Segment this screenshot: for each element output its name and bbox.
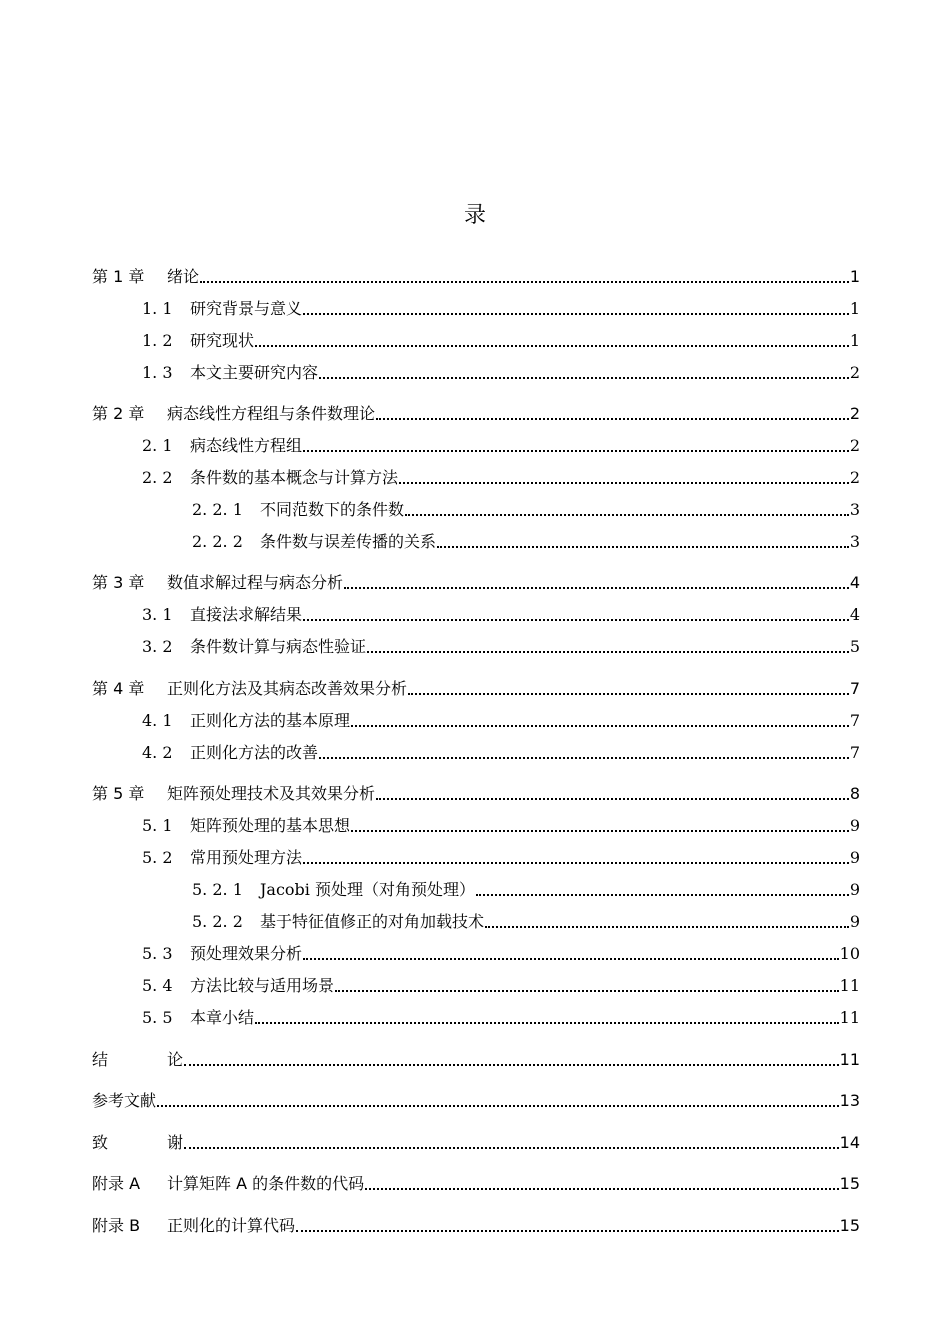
toc-entry-title: 正则化方法的基本原理 xyxy=(190,711,351,730)
toc-entry-number: 2. 1 xyxy=(142,436,173,455)
toc-entry-page-number: 5 xyxy=(849,637,860,656)
toc-entry-number: 5. 4 xyxy=(142,976,173,995)
toc-entry-title: 数值求解过程与病态分析 xyxy=(167,573,344,592)
toc-entry-number: 5. 1 xyxy=(142,816,173,835)
toc-entry-number: 第 2 章 xyxy=(92,404,145,423)
dot-leader xyxy=(255,330,849,352)
toc-entry-number: 1. 3 xyxy=(142,363,173,382)
toc-entry[interactable] xyxy=(92,266,860,288)
toc-entry[interactable] xyxy=(92,362,860,384)
toc-entry-page-number: 9 xyxy=(849,912,860,931)
toc-entry[interactable] xyxy=(92,879,860,901)
toc-entry-title: 研究背景与意义 xyxy=(190,299,303,318)
toc-entry-number: 5. 2 xyxy=(142,848,173,867)
toc-entry-number: 4. 2 xyxy=(142,743,173,762)
toc-entry-page-number: 10 xyxy=(839,944,860,963)
toc-entry[interactable] xyxy=(92,783,860,805)
toc-entry-title: 谢 xyxy=(167,1133,184,1152)
toc-entry-page-number: 2 xyxy=(849,404,860,423)
dot-leader xyxy=(399,467,849,489)
toc-entry-number: 1. 2 xyxy=(142,331,173,350)
toc-entry-page-number: 2 xyxy=(849,436,860,455)
dot-leader xyxy=(303,847,849,869)
toc-entry-number: 5. 5 xyxy=(142,1008,173,1027)
toc-entry-page-number: 11 xyxy=(839,976,860,995)
toc-entry-page-number: 11 xyxy=(839,1008,860,1027)
toc-entry-title: 正则化的计算代码 xyxy=(167,1216,296,1235)
dot-leader xyxy=(255,1007,839,1029)
dot-leader xyxy=(200,266,849,288)
dot-leader xyxy=(157,1090,839,1112)
toc-entry-page-number: 13 xyxy=(839,1091,860,1110)
toc-entry[interactable] xyxy=(92,847,860,869)
dot-leader xyxy=(303,604,849,626)
toc-entry-number: 2. 2 xyxy=(142,468,173,487)
dot-leader xyxy=(405,499,849,521)
toc-entry-number: 2. 2. 1 xyxy=(192,500,243,519)
toc-entry-title: 本章小结 xyxy=(190,1008,255,1027)
toc-entry-title: 研究现状 xyxy=(190,331,255,350)
toc-entry[interactable] xyxy=(92,1049,860,1071)
toc-entry[interactable] xyxy=(92,531,860,553)
toc-entry-title: 条件数的基本概念与计算方法 xyxy=(190,468,399,487)
toc-entry-title: 矩阵预处理的基本思想 xyxy=(190,816,351,835)
toc-entry-title: 正则化方法的改善 xyxy=(190,743,319,762)
toc-entry-title: 病态线性方程组 xyxy=(190,436,303,455)
toc-title: 录 xyxy=(463,203,486,228)
toc-entry[interactable] xyxy=(92,604,860,626)
toc-entry[interactable] xyxy=(92,1090,860,1112)
dot-leader xyxy=(303,435,849,457)
toc-entry-page-number: 7 xyxy=(849,679,860,698)
toc-entry-number: 2. 2. 2 xyxy=(192,532,243,551)
dot-leader xyxy=(351,815,849,837)
toc-entry-number: 附录 A xyxy=(92,1174,141,1193)
toc-entry-title: 论 xyxy=(167,1050,184,1069)
dot-leader xyxy=(367,636,849,658)
toc-entry-page-number: 7 xyxy=(849,711,860,730)
toc-entry-number: 第 5 章 xyxy=(92,784,145,803)
dot-leader xyxy=(319,742,849,764)
toc-entry-title: 病态线性方程组与条件数理论 xyxy=(167,404,376,423)
toc-entry-title: 基于特征值修正的对角加载技术 xyxy=(260,912,485,931)
toc-entry[interactable] xyxy=(92,330,860,352)
toc-entry-page-number: 1 xyxy=(849,267,860,286)
toc-entry[interactable] xyxy=(92,975,860,997)
toc-entry-title: 直接法求解结果 xyxy=(190,605,303,624)
toc-entry-title: 方法比较与适用场景 xyxy=(190,976,335,995)
toc-entry-number: 结 xyxy=(92,1050,109,1069)
toc-entry-number: 3. 1 xyxy=(142,605,173,624)
dot-leader xyxy=(184,1049,839,1071)
dot-leader xyxy=(376,403,849,425)
toc-entry-page-number: 9 xyxy=(849,816,860,835)
toc-entry-title: 本文主要研究内容 xyxy=(190,363,319,382)
toc-entry[interactable] xyxy=(92,499,860,521)
toc-entry[interactable] xyxy=(92,678,860,700)
toc-entry[interactable] xyxy=(92,1007,860,1029)
toc-entry-title: Jacobi 预处理（对角预处理） xyxy=(260,880,475,899)
toc-entry-number: 附录 B xyxy=(92,1216,141,1235)
dot-leader xyxy=(376,783,849,805)
toc-entry[interactable] xyxy=(92,467,860,489)
toc-entry-number: 5. 2. 1 xyxy=(192,880,243,899)
toc-entry-page-number: 4 xyxy=(849,573,860,592)
toc-entry-number: 5. 2. 2 xyxy=(192,912,243,931)
toc-entry-page-number: 4 xyxy=(849,605,860,624)
toc-entry[interactable] xyxy=(92,636,860,658)
toc-entry-page-number: 1 xyxy=(849,299,860,318)
dot-leader xyxy=(408,678,849,700)
dot-leader xyxy=(365,1173,839,1195)
toc-entry-page-number: 2 xyxy=(849,468,860,487)
toc-entry-number: 第 4 章 xyxy=(92,679,145,698)
toc-entry-page-number: 1 xyxy=(849,331,860,350)
toc-entry[interactable] xyxy=(92,742,860,764)
toc-entry-number: 1. 1 xyxy=(142,299,173,318)
toc-entry[interactable] xyxy=(92,1132,860,1154)
toc-entry-title: 常用预处理方法 xyxy=(190,848,303,867)
toc-entry-number: 第 3 章 xyxy=(92,573,145,592)
dot-leader xyxy=(485,911,849,933)
toc-entry-page-number: 9 xyxy=(849,880,860,899)
toc-entry-page-number: 8 xyxy=(849,784,860,803)
dot-leader xyxy=(335,975,839,997)
toc-entry-page-number: 9 xyxy=(849,848,860,867)
dot-leader xyxy=(184,1132,839,1154)
toc-entry-page-number: 2 xyxy=(849,363,860,382)
toc-entry-page-number: 3 xyxy=(849,532,860,551)
toc-entry[interactable] xyxy=(92,943,860,965)
toc-entry[interactable] xyxy=(92,710,860,732)
toc-entry-title: 参考文献 xyxy=(92,1091,157,1110)
toc-entry-number: 5. 3 xyxy=(142,944,173,963)
dot-leader xyxy=(437,531,849,553)
toc-entry-page-number: 15 xyxy=(839,1216,860,1235)
dot-leader xyxy=(319,362,849,384)
toc-entry-title: 不同范数下的条件数 xyxy=(260,500,405,519)
toc-entry-title: 矩阵预处理技术及其效果分析 xyxy=(167,784,376,803)
toc-entry[interactable] xyxy=(92,815,860,837)
toc-entry-page-number: 14 xyxy=(839,1133,860,1152)
toc-entry[interactable] xyxy=(92,435,860,457)
dot-leader xyxy=(344,572,849,594)
toc-entry-number: 3. 2 xyxy=(142,637,173,656)
toc-entry-title: 绪论 xyxy=(167,267,200,286)
toc-entry-page-number: 11 xyxy=(839,1050,860,1069)
toc-entry-number: 致 xyxy=(92,1133,109,1152)
toc-entry[interactable] xyxy=(92,403,860,425)
dot-leader xyxy=(303,943,839,965)
toc-entry[interactable] xyxy=(92,1173,860,1195)
toc-entry[interactable] xyxy=(92,572,860,594)
toc-entry[interactable] xyxy=(92,911,860,933)
toc-entry-page-number: 15 xyxy=(839,1174,860,1193)
toc-entry[interactable] xyxy=(92,1215,860,1237)
toc-entry-title: 计算矩阵 A 的条件数的代码 xyxy=(167,1174,365,1193)
toc-entry-title: 条件数与误差传播的关系 xyxy=(260,532,437,551)
toc-entry-title: 正则化方法及其病态改善效果分析 xyxy=(167,679,408,698)
dot-leader xyxy=(351,710,849,732)
toc-entry-number: 第 1 章 xyxy=(92,267,145,286)
toc-entry-title: 预处理效果分析 xyxy=(190,944,303,963)
dot-leader xyxy=(476,879,849,901)
toc-entry-title: 条件数计算与病态性验证 xyxy=(190,637,367,656)
toc-entry[interactable] xyxy=(92,298,860,320)
toc-entry-page-number: 3 xyxy=(849,500,860,519)
dot-leader xyxy=(296,1215,839,1237)
dot-leader xyxy=(303,298,849,320)
toc-entry-page-number: 7 xyxy=(849,743,860,762)
toc-entry-number: 4. 1 xyxy=(142,711,173,730)
